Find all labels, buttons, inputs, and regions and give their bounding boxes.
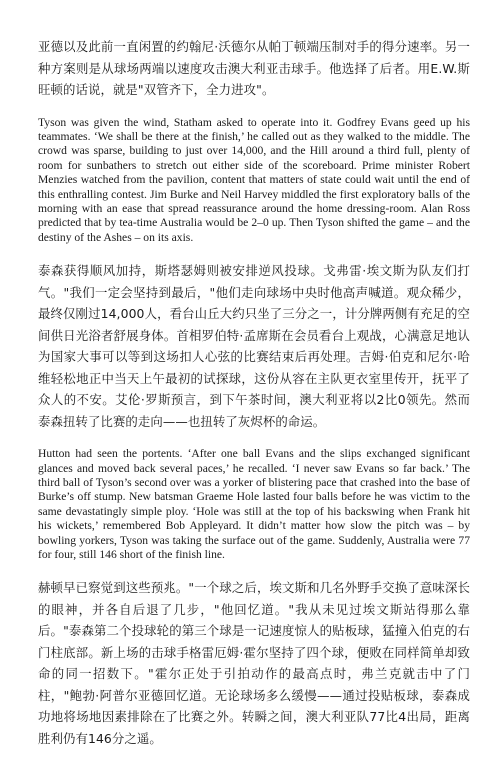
paragraph-zh-2: 泰森获得顺风加持，斯塔瑟姆则被安排逆风投球。戈弗雷·埃文斯为队友们打气。"我们一定会坚持到最后，"他们走向球场中央时他高声喊道。观众稀少，最终仅刚过14,000人，看台山丘大约只坐了三分之一，计分牌两侧有充足的空间供日光浴者舒展身体。首相罗伯特·孟席斯在会员看台上观战，心满意足地认为国家大事可以等到这场扣人心弦的比赛结束后再处理。吉姆·伯克和尼尔·哈维轻松地正中当天上午最初的试探球，这份从容在主队更衣室里传开，抚平了众人的不安。艾伦·罗斯预言，到下午茶时间，澳大利亚将以2比0领先。然而泰森扭转了比赛的走向——也扭转了灰烬杯的命运。 <box>38 263 470 429</box>
paragraph-en-1: Tyson was given the wind, Statham asked to operate into it. Godfrey Evans geed up his teammates. ‘We shall be there at the finish,’ he called out as they walked to the middle. The crowd was sparse, building to just over 14,000, and the Hill around a third full, plenty of room for sunbathers to stretch out either side of the scoreboard. Prime minister Robert Menzies watched from the pavilion, content that matters of state could wait until the end of this enthralling contest. Jim Burke and Neil Harvey middled the first exploratory balls of the morning with an ease that spread reassurance around the home dressing-room. Alan Ross predicted that by tea-time Australia would be 2–0 up. Then Tyson shifted the game – and the destiny of the Ashes – on its axis. <box>38 115 470 244</box>
paragraph-zh-3: 赫顿早已察觉到这些预兆。"一个球之后，埃文斯和几名外野手交换了意味深长的眼神，并各自后退了几步，"他回忆道。"我从未见过埃文斯站得那么靠后。"泰森第二个投球轮的第三个球是一记速度惊人的贴板球，猛撞入伯克的右门柱底部。新上场的击球手格雷厄姆·霍尔坚持了四个球，便败在同样简单却致命的同一招数下。"霍尔正处于引拍动作的最高点时，弗兰克就击中了门柱，"鲍勃·阿普尔亚德回忆道。无论球场多么缓慢——通过投贴板球，泰森成功地将场地因素排除在了比赛之外。转瞬之间，澳大利亚队77比4出局，距离胜利仍有146分之遥。 <box>38 580 470 746</box>
document-page <box>38 36 470 764</box>
paragraph-zh-1: 亚德以及此前一直闲置的约翰尼·沃德尔从帕丁顿端压制对手的得分速率。另一种方案则是从球场两端以速度攻击澳大利亚击球手。他选择了后者。用E.W.斯旺顿的话说，就是"双管齐下，全力进攻"。 <box>38 39 470 97</box>
paragraph-en-2: Hutton had seen the portents. ‘After one ball Evans and the slips exchanged significant glances and moved back several paces,’ he recalled. ‘I never saw Evans so far back.’ The third ball of Tyson’s second over was a yorker of blistering pace that crashed into the base of Burke’s off stump. New batsman Graeme Hole lasted four balls before he was victim to the same devastatingly simple ploy. ‘Hole was still at the top of his backswing when Frank hit his wickets,’ remembered Bob Appleyard. It didn’t matter how slow the pitch was – by bowling yorkers, Tyson was taking the surface out of the game. Suddenly, Australia were 77 for four, still 146 short of the finish line. <box>38 447 470 561</box>
